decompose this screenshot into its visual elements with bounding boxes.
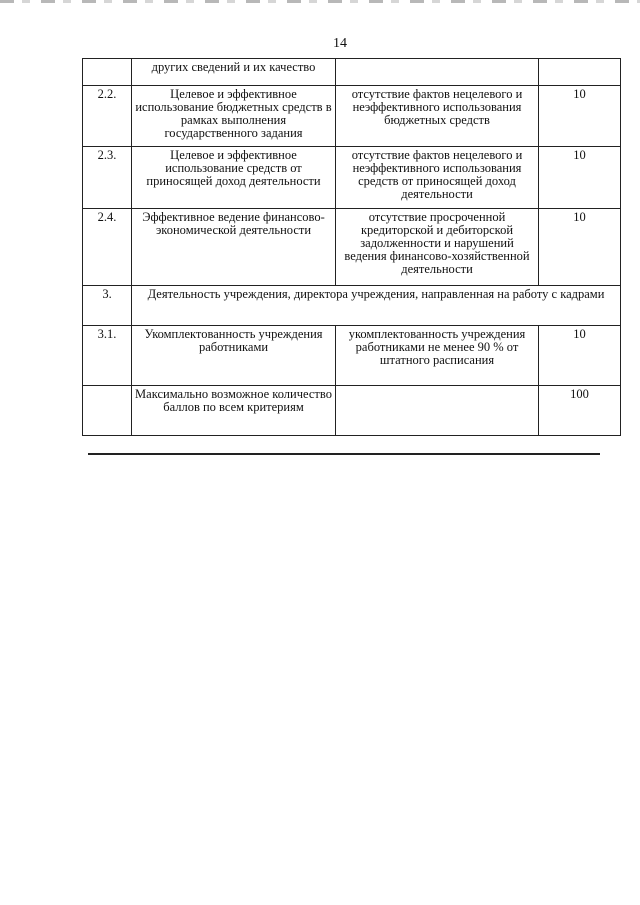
- bottom-rule: [88, 453, 600, 455]
- criteria-table: [82, 58, 621, 436]
- table-row: [83, 209, 621, 286]
- criterion-cell: Эффективное ведение финансово-экономической деятельности: [132, 209, 336, 286]
- total-label: Максимально возможное количество баллов по всем критериям: [132, 386, 336, 436]
- row-number: 2.3.: [83, 147, 132, 209]
- points-cell: 10: [539, 326, 621, 386]
- criterion-cell: других сведений и их качество: [132, 59, 336, 86]
- points-cell: 10: [539, 209, 621, 286]
- row-number-empty: [83, 386, 132, 436]
- points-cell: 10: [539, 147, 621, 209]
- indicator-cell: отсутствие фактов нецелевого и неэффективного использования средств от приносящей доход деятельности: [336, 147, 539, 209]
- section-header-row: [83, 286, 621, 326]
- row-number: [83, 59, 132, 86]
- row-number: 3.1.: [83, 326, 132, 386]
- row-number: 2.2.: [83, 86, 132, 147]
- table-row: [83, 147, 621, 209]
- table-row: [83, 326, 621, 386]
- total-points: 100: [539, 386, 621, 436]
- indicator-cell-empty: [336, 386, 539, 436]
- indicator-cell: отсутствие фактов нецелевого и неэффективного использования бюджетных средств: [336, 86, 539, 147]
- page-number: 14: [333, 36, 347, 51]
- section-number: 3.: [83, 286, 132, 326]
- points-cell: [539, 59, 621, 86]
- row-number: 2.4.: [83, 209, 132, 286]
- total-row: [83, 386, 621, 436]
- section-title: Деятельность учреждения, директора учреждения, направленная на работу с кадрами: [132, 286, 621, 326]
- criterion-cell: Укомплектованность учреждения работниками: [132, 326, 336, 386]
- points-cell: 10: [539, 86, 621, 147]
- indicator-cell: [336, 59, 539, 86]
- indicator-cell: укомплектованность учреждения работниками не менее 90 % от штатного расписания: [336, 326, 539, 386]
- scan-edge-artifact: [0, 0, 640, 3]
- table-row: [83, 59, 621, 86]
- indicator-cell: отсутствие просроченной кредиторской и дебиторской задолженности и нарушений ведения финансово-хозяйственной деятельности: [336, 209, 539, 286]
- criterion-cell: Целевое и эффективное использование средств от приносящей доход деятельности: [132, 147, 336, 209]
- table-row: [83, 86, 621, 147]
- criterion-cell: Целевое и эффективное использование бюджетных средств в рамках выполнения государственного задания: [132, 86, 336, 147]
